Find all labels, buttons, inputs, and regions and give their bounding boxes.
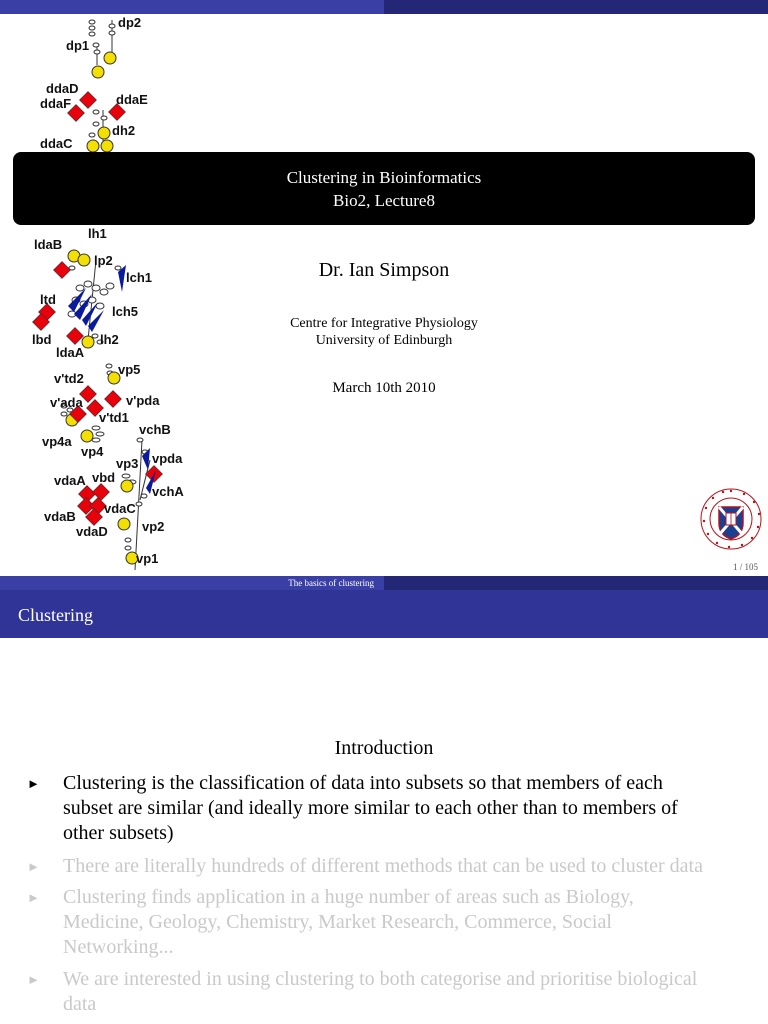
section-strip-right xyxy=(384,576,768,590)
title-block xyxy=(13,152,755,225)
label-vp5: vp5 xyxy=(118,362,141,377)
sensory-neuron-diagram xyxy=(0,0,200,576)
label-vp2: vp2 xyxy=(142,519,165,534)
label-ddaF: ddaF xyxy=(40,96,72,111)
bullet-1-line-3: other subsets) xyxy=(63,822,174,844)
label-vbd: vbd xyxy=(92,470,116,485)
top-strip-right xyxy=(384,0,768,14)
label-ldaA: ldaA xyxy=(56,345,85,360)
bullet-1-line-1: Clustering is the classification of data into subsets so that members of each xyxy=(63,772,663,794)
label-ltd: ltd xyxy=(40,292,56,307)
bullet-triangle-icon: ► xyxy=(27,972,40,987)
university-crest-logo xyxy=(699,487,763,551)
bullet-3 xyxy=(27,885,753,960)
label-vpda-2: vpda xyxy=(152,451,183,466)
label-vtd1: v'td1 xyxy=(99,410,129,425)
bullet-3-line-3: Networking... xyxy=(63,936,174,958)
bullet-3-line-1: Clustering finds application in a huge number of areas such as Biology, xyxy=(63,886,634,908)
bullet-4-line-1: We are interested in using clustering to both categorise and prioritise biological xyxy=(63,968,698,990)
label-vp1: vp1 xyxy=(136,551,159,566)
label-vdaD: vdaD xyxy=(76,524,108,539)
label-dp1: dp1 xyxy=(66,38,90,53)
bullet-1-line-2: subset are similar (and ideally more similar to each other than to members of xyxy=(63,797,678,819)
bullet-2 xyxy=(27,854,753,879)
author-name: Dr. Ian Simpson xyxy=(318,259,450,281)
label-ddaC: ddaC xyxy=(40,136,73,151)
presentation-subtitle: Bio2, Lecture8 xyxy=(333,191,435,210)
bullet-4-line-2: data xyxy=(63,993,97,1015)
institution-line-2: University of Edinburgh xyxy=(315,333,453,348)
label-vdaA: vdaA xyxy=(54,473,86,488)
label-vada: v'ada xyxy=(50,395,83,410)
bullet-3-line-2: Medicine, Geology, Chemistry, Market Research, Commerce, Social xyxy=(63,911,612,933)
frame-header-bar xyxy=(0,590,768,638)
label-ddaE: ddaE xyxy=(116,92,148,107)
label-dp2: dp2 xyxy=(118,15,142,30)
frame-title: Clustering xyxy=(18,605,93,625)
label-vchB: vchB xyxy=(139,422,171,437)
page-number: 1 / 105 xyxy=(732,562,758,572)
institution-line-1: Centre for Integrative Physiology xyxy=(290,316,478,331)
bullet-triangle-icon: ► xyxy=(27,890,40,905)
label-vpda: v'pda xyxy=(126,393,160,408)
label-lp2: lp2 xyxy=(94,253,113,268)
label-vp4a: vp4a xyxy=(42,434,72,449)
label-vdaB: vdaB xyxy=(44,509,76,524)
bullet-1 xyxy=(27,771,753,846)
bullet-4 xyxy=(27,967,753,1017)
bullet-triangle-icon: ► xyxy=(27,776,40,791)
bullet-2-line-1: There are literally hundreds of different methods that can be used to cluster data xyxy=(63,855,703,877)
section-label[interactable]: The basics of clustering xyxy=(288,578,374,588)
label-vp4: vp4 xyxy=(81,444,104,459)
bullet-triangle-icon: ► xyxy=(27,859,40,874)
label-lch1: lch1 xyxy=(126,270,153,285)
presentation-title: Clustering in Bioinformatics xyxy=(286,168,482,187)
content-slide xyxy=(0,576,768,1024)
intro-heading: Introduction xyxy=(334,737,434,759)
label-lh1: lh1 xyxy=(88,226,107,241)
label-vtd2: v'td2 xyxy=(54,371,84,386)
label-ldaB: ldaB xyxy=(34,237,63,252)
label-lh2: lh2 xyxy=(100,332,119,347)
label-ddaD: ddaD xyxy=(46,81,79,96)
label-vchA: vchA xyxy=(152,484,184,499)
label-dh2: dh2 xyxy=(112,123,136,138)
label-vp3: vp3 xyxy=(116,456,139,471)
label-vdaC: vdaC xyxy=(104,501,136,516)
label-lbd: lbd xyxy=(32,332,52,347)
label-lch5: lch5 xyxy=(112,304,139,319)
presentation-date: March 10th 2010 xyxy=(332,380,436,396)
